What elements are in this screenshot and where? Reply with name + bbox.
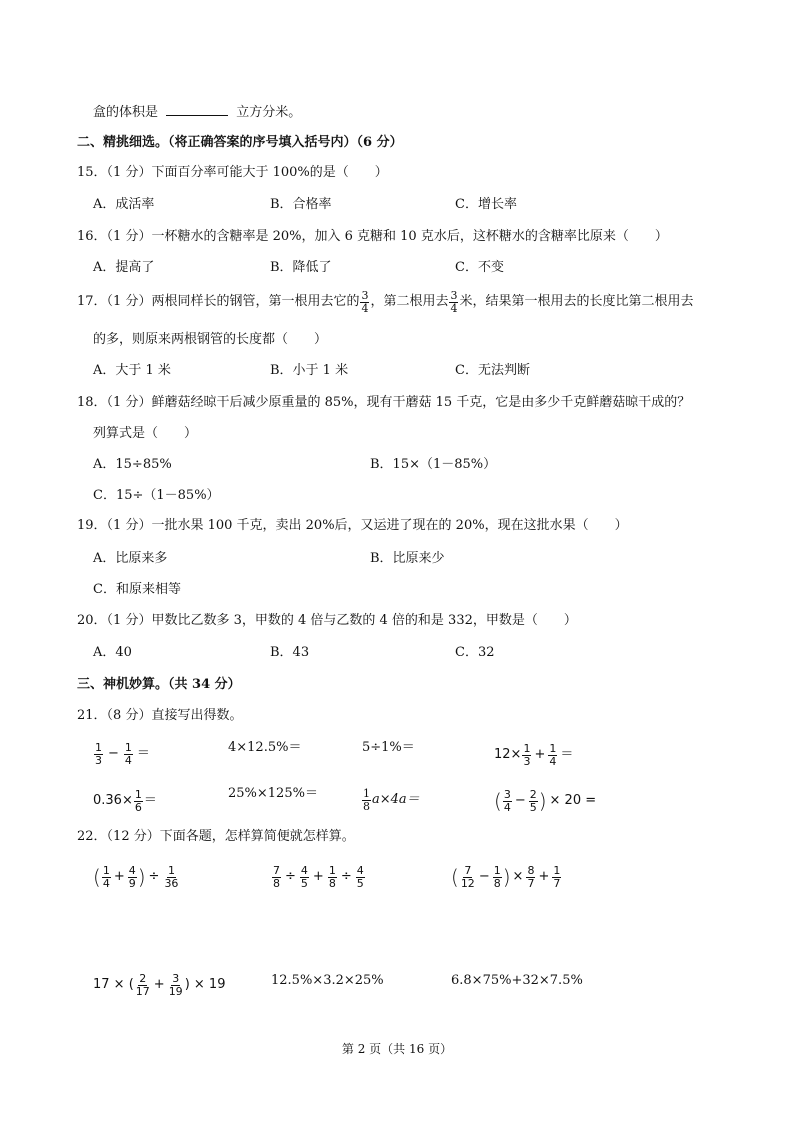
q22-p3-frac-a <box>460 865 476 890</box>
q21-expr-2: 4×12.5%＝ <box>228 740 302 755</box>
expr-tail: × 20 = <box>549 793 597 808</box>
q17-frac1-den: 4 <box>361 301 369 315</box>
q21-stem: 21．（8 分）直接写出得数。 <box>77 708 243 723</box>
operator: + <box>312 869 324 884</box>
frac-denominator: 4 <box>549 754 557 768</box>
q15-option-c[interactable]: C．增长率 <box>455 197 517 212</box>
q16-option-b[interactable]: B．降低了 <box>270 260 332 275</box>
frac-numerator: 1 <box>549 741 557 755</box>
operator: ÷ <box>340 869 352 884</box>
q16-stem: 16．（1 分）一杯糖水的含糖率是 20%，加入 6 克糖和 10 克水后，这杯糖水的含糖率比原来（ ） <box>77 229 668 244</box>
q17-fraction-2 <box>449 290 458 315</box>
q22-problem-1 <box>93 860 180 894</box>
q22-p3-frac-b <box>493 865 502 890</box>
q22-p1-frac-b <box>128 865 137 890</box>
frac-numerator: 1 <box>363 786 370 800</box>
volume-answer-line <box>93 103 301 122</box>
q22-p2-frac-d <box>356 865 365 890</box>
frac-numerator: 1 <box>95 740 102 754</box>
frac-numerator: 1 <box>167 863 175 877</box>
q17-frac2-num: 3 <box>450 288 458 302</box>
q18-option-c[interactable]: C．15÷（1－85%） <box>93 488 220 503</box>
paren-close: ) <box>137 865 146 889</box>
q22-stem: 22．（12 分）下面各题，怎样算简便就怎样算。 <box>77 829 355 844</box>
q22-problem-4 <box>93 968 225 1002</box>
operator: ÷ <box>285 869 296 884</box>
equals-sign: ＝ <box>560 747 574 762</box>
section-3-title: 三、神机妙算。（共 34 分） <box>77 677 241 692</box>
q21-e5-frac <box>134 789 143 814</box>
frac-numerator: 7 <box>273 863 280 877</box>
frac-denominator: 19 <box>168 984 183 998</box>
q17-option-c[interactable]: C．无法判断 <box>455 363 530 378</box>
frac-numerator: 1 <box>124 740 132 754</box>
q20-option-c[interactable]: C．32 <box>455 645 495 660</box>
q17-text-2: ，第二根用去 <box>370 294 449 309</box>
operator: − <box>478 869 490 884</box>
q21-e7-frac <box>362 788 371 813</box>
paren-close: ) <box>502 865 511 889</box>
q21-expr-5 <box>93 785 157 817</box>
q21-expr-8 <box>494 785 596 817</box>
q16-option-a[interactable]: A．提高了 <box>93 260 155 275</box>
volume-suffix: 立方分米。 <box>236 105 302 120</box>
frac-numerator: 3 <box>503 787 511 801</box>
frac-denominator: 12 <box>460 876 475 890</box>
q21-e1-frac-b <box>124 742 133 767</box>
frac-denominator: 6 <box>134 800 142 814</box>
q17-frac2-den: 4 <box>450 301 458 315</box>
frac-numerator: 4 <box>356 863 364 877</box>
paren-open: ( <box>494 789 502 813</box>
frac-numerator: 8 <box>527 863 535 877</box>
frac-denominator: 17 <box>135 984 150 998</box>
frac-denominator: 3 <box>95 753 102 767</box>
frac-denominator: 5 <box>356 876 364 890</box>
q18-option-b[interactable]: B．15×（1－85%） <box>370 457 497 472</box>
frac-numerator: 2 <box>139 971 147 985</box>
frac-denominator: 8 <box>328 876 336 890</box>
q22-p4-frac-a <box>135 973 151 998</box>
q20-option-b[interactable]: B．43 <box>270 645 310 660</box>
frac-denominator: 8 <box>273 876 280 890</box>
operator: ÷ <box>148 869 160 884</box>
operator: × <box>512 869 524 884</box>
q15-stem: 15．（1 分）下面百分率可能大于 100%的是（ ） <box>77 165 388 180</box>
frac-denominator: 8 <box>363 799 370 813</box>
expr-lead: 17 × ( <box>93 977 134 992</box>
q21-e1-frac-a <box>94 742 103 767</box>
q21-expr-7 <box>361 784 420 816</box>
q22-problem-6: 6.8×75%+32×7.5% <box>451 973 583 988</box>
q19-option-c[interactable]: C．和原来相等 <box>93 582 181 597</box>
expr-tail: a×4a＝ <box>372 792 420 807</box>
q21-e4-frac-b <box>548 743 557 768</box>
q22-problem-3 <box>451 860 562 894</box>
q17-option-b[interactable]: B．小于 1 米 <box>270 363 349 378</box>
q19-option-b[interactable]: B．比原来少 <box>370 551 445 566</box>
q20-stem: 20．（1 分）甲数比乙数多 3，甲数的 4 倍与乙数的 4 倍的和是 332，甲数是（ ） <box>77 613 577 628</box>
q22-problem-5: 12.5%×3.2×25% <box>271 973 384 988</box>
frac-denominator: 36 <box>164 876 179 890</box>
q20-option-a[interactable]: A．40 <box>93 645 132 660</box>
frac-numerator: 7 <box>464 863 472 877</box>
operator: + <box>153 977 165 992</box>
q17-stem <box>77 287 693 317</box>
frac-numerator: 1 <box>134 787 142 801</box>
frac-numerator: 4 <box>300 863 308 877</box>
q21-expr-1 <box>93 738 150 770</box>
q22-p3-frac-d <box>552 865 561 890</box>
q22-p1-frac-c <box>163 865 179 890</box>
q21-e8-frac-b <box>529 789 538 814</box>
frac-denominator: 3 <box>523 754 531 768</box>
q22-p3-frac-c <box>526 865 535 890</box>
q17-option-a[interactable]: A．大于 1 米 <box>93 363 171 378</box>
frac-denominator: 7 <box>553 876 561 890</box>
frac-numerator: 1 <box>523 741 531 755</box>
q17-stem-line2: 的多，则原来两根钢管的长度都（ ） <box>93 332 328 347</box>
frac-denominator: 8 <box>493 876 501 890</box>
q18-option-a[interactable]: A．15÷85% <box>93 457 172 472</box>
paren-open: ( <box>93 865 101 889</box>
q21-expr-4 <box>494 739 573 771</box>
q21-e8-frac-a <box>503 789 512 814</box>
q22-problem-2 <box>271 860 366 894</box>
q17-text-1: 17．（1 分）两根同样长的钢管，第一根用去它的 <box>77 294 360 309</box>
frac-numerator: 3 <box>172 971 180 985</box>
operator: + <box>534 747 546 762</box>
frac-numerator: 1 <box>102 863 110 877</box>
frac-denominator: 4 <box>503 800 511 814</box>
paren-open: ( <box>451 865 459 889</box>
q17-frac1-num: 3 <box>361 288 369 302</box>
q18-stem: 18．（1 分）鲜蘑菇经晾干后减少原重量的 85%，现有干蘑菇 15 千克，它是由多少千克鲜蘑菇晾干成的？ <box>77 395 691 410</box>
answer-blank[interactable] <box>166 103 228 116</box>
expr-lead: 0.36× <box>93 793 133 808</box>
q15-option-b[interactable]: B．合格率 <box>270 197 332 212</box>
frac-denominator: 7 <box>527 876 535 890</box>
paren-close: ) <box>538 789 547 813</box>
q17-text-3: 米，结果第一根用去的长度比第二根用去 <box>459 294 694 309</box>
frac-numerator: 2 <box>529 787 537 801</box>
q17-fraction-1 <box>360 290 369 315</box>
q16-option-c[interactable]: C．不变 <box>455 260 504 275</box>
frac-denominator: 5 <box>529 800 537 814</box>
equals-sign: ＝ <box>136 746 150 761</box>
q21-expr-3: 5÷1%＝ <box>362 740 415 755</box>
section-2-title: 二、精挑细选。（将正确答案的序号填入括号内）（6 分） <box>77 135 403 150</box>
operator: + <box>113 869 125 884</box>
frac-denominator: 4 <box>102 876 110 890</box>
q21-e4-frac-a <box>522 743 531 768</box>
q19-option-a[interactable]: A．比原来多 <box>93 551 168 566</box>
equals-sign: ＝ <box>143 793 157 808</box>
expr-lead: 12× <box>494 747 522 762</box>
frac-denominator: 9 <box>128 876 136 890</box>
operator: + <box>538 869 550 884</box>
q18-stem-line2: 列算式是（ ） <box>93 426 198 441</box>
frac-numerator: 1 <box>493 863 501 877</box>
q22-p1-frac-a <box>102 865 111 890</box>
q15-option-a[interactable]: A．成活率 <box>93 197 155 212</box>
operator: − <box>108 746 119 761</box>
volume-prefix: 盒的体积是 <box>93 105 159 120</box>
q22-p4-frac-b <box>168 973 184 998</box>
q19-stem: 19．（1 分）一批水果 100 千克，卖出 20%后，又运进了现在的 20%，现在这批水果（ ） <box>77 518 628 533</box>
frac-denominator: 5 <box>300 876 308 890</box>
q22-p2-frac-a <box>272 865 281 890</box>
frac-denominator: 4 <box>124 753 132 767</box>
frac-numerator: 1 <box>328 863 336 877</box>
page-footer: 第 2 页（共 16 页） <box>341 1042 453 1056</box>
q22-p2-frac-b <box>300 865 309 890</box>
frac-numerator: 1 <box>553 863 561 877</box>
frac-numerator: 4 <box>128 863 136 877</box>
operator: − <box>514 793 526 808</box>
q22-p2-frac-c <box>328 865 337 890</box>
q21-expr-6: 25%×125%＝ <box>228 786 318 801</box>
expr-tail: ) × 19 <box>184 977 226 992</box>
